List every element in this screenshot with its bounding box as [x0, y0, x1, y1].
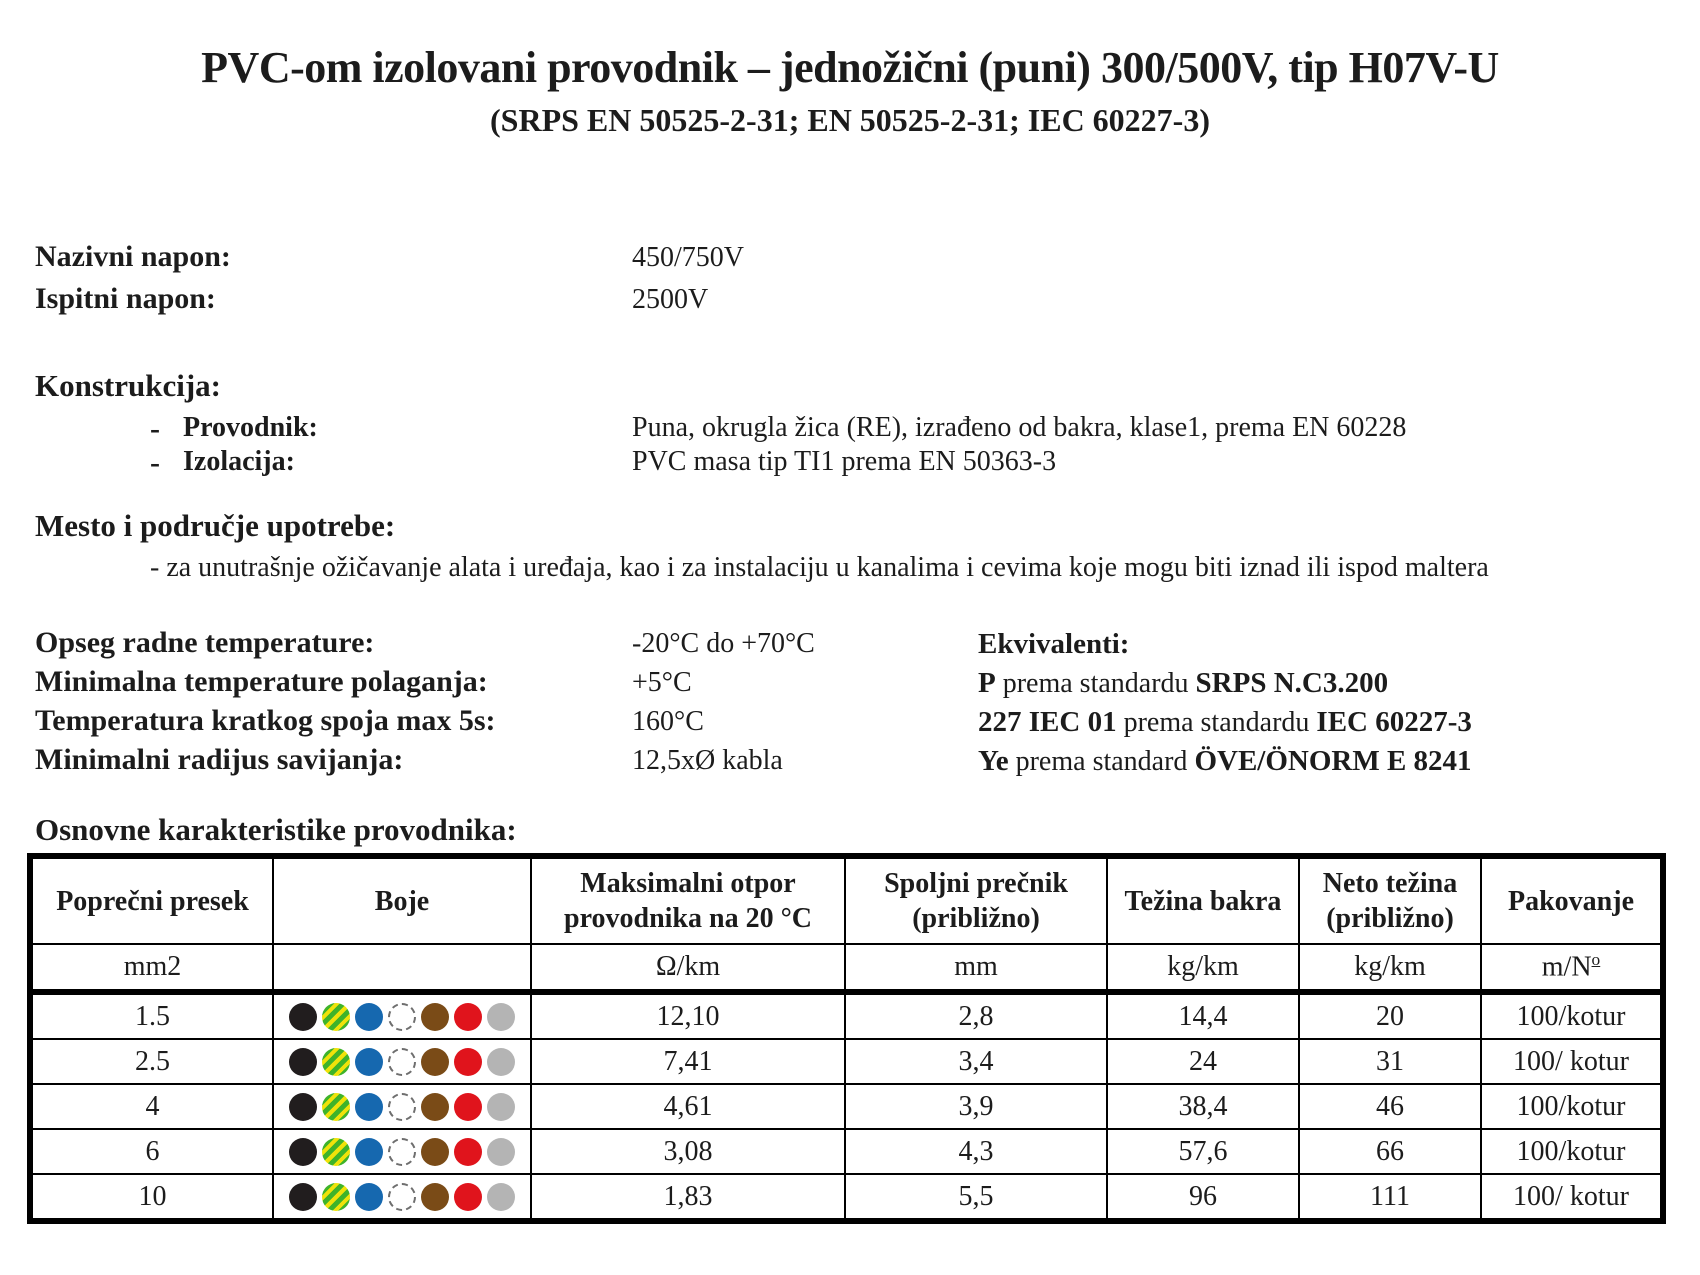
- unit-colors: [273, 944, 531, 992]
- blue-dot: [355, 1138, 383, 1166]
- grey-dot: [487, 1003, 515, 1031]
- red-dot: [454, 1003, 482, 1031]
- dash: -: [150, 412, 160, 445]
- black-dot: [289, 1003, 317, 1031]
- insulation-label: Izolacija:: [183, 446, 295, 477]
- cell-diameter: 3,9: [845, 1084, 1107, 1129]
- short-circuit-temp-value: 160°C: [632, 706, 704, 737]
- red-dot: [454, 1138, 482, 1166]
- brown-dot: [421, 1183, 449, 1211]
- cell-diameter: 5,5: [845, 1174, 1107, 1221]
- test-voltage-row: [0, 282, 1700, 322]
- unit-net-weight: kg/km: [1299, 944, 1481, 992]
- grey-dot: [487, 1048, 515, 1076]
- unit-packaging: $m/N^o$: [1481, 944, 1663, 992]
- cell-copper-weight: 24: [1107, 1039, 1299, 1084]
- equivalent-item-2: 227 IEC 01 prema standardu IEC 60227-3: [978, 706, 1472, 738]
- table-heading: Osnovne karakteristike provodnika:: [35, 812, 517, 847]
- col-copper-weight: Težina bakra: [1107, 856, 1299, 944]
- cell-net-weight: 46: [1299, 1084, 1481, 1129]
- white-dot: [388, 1093, 416, 1121]
- nominal-voltage-value: 450/750V: [632, 242, 744, 273]
- wire-color-dots: [280, 1048, 524, 1076]
- cell-net-weight: 66: [1299, 1129, 1481, 1174]
- cell-copper-weight: 96: [1107, 1174, 1299, 1221]
- min-laying-temp-value: +5°C: [632, 667, 692, 698]
- table-row: [30, 1084, 1663, 1129]
- white-dot: [388, 1183, 416, 1211]
- equivalents-heading: Ekvivalenti:: [978, 628, 1130, 660]
- cell-cross-section: 4: [30, 1084, 273, 1129]
- cell-copper-weight: 57,6: [1107, 1129, 1299, 1174]
- cell-resistance: 3,08: [531, 1129, 845, 1174]
- cell-colors: [273, 1174, 531, 1221]
- cell-colors: [273, 992, 531, 1039]
- cell-resistance: 12,10: [531, 992, 845, 1039]
- short-circuit-temp-label: Temperatura kratkog spoja max 5s:: [35, 704, 496, 737]
- green-yellow-dot: [322, 1138, 350, 1166]
- cell-diameter: 2,8: [845, 992, 1107, 1039]
- col-packaging: Pakovanje: [1481, 856, 1663, 944]
- green-yellow-dot: [322, 1048, 350, 1076]
- operating-temp-value: -20°C do +70°C: [632, 628, 815, 659]
- brown-dot: [421, 1048, 449, 1076]
- test-voltage-label: Ispitni napon:: [35, 282, 216, 315]
- red-dot: [454, 1093, 482, 1121]
- cell-net-weight: 20: [1299, 992, 1481, 1039]
- white-dot: [388, 1138, 416, 1166]
- green-yellow-dot: [322, 1093, 350, 1121]
- black-dot: [289, 1183, 317, 1211]
- cell-cross-section: 10: [30, 1174, 273, 1221]
- white-dot: [388, 1048, 416, 1076]
- cell-copper-weight: 14,4: [1107, 992, 1299, 1039]
- wire-color-dots: [280, 1138, 524, 1166]
- min-laying-temp-label: Minimalna temperature polaganja:: [35, 665, 488, 698]
- table-row: [30, 1129, 1663, 1174]
- red-dot: [454, 1183, 482, 1211]
- wire-color-dots: [280, 1183, 524, 1211]
- conductor-label: Provodnik:: [183, 412, 318, 443]
- equivalent-item-1: P prema standardu SRPS N.C3.200: [978, 667, 1389, 699]
- dash: -: [150, 446, 160, 479]
- brown-dot: [421, 1003, 449, 1031]
- cell-net-weight: 31: [1299, 1039, 1481, 1084]
- blue-dot: [355, 1048, 383, 1076]
- test-voltage-value: 2500V: [632, 284, 709, 315]
- conductor-value: Puna, okrugla žica (RE), izrađeno od bakra, klase1, prema EN 60228: [632, 412, 1407, 443]
- usage-text: - za unutrašnje ožičavanje alata i uređaja, kao i za instalaciju u kanalima i cevima koje mogu biti iznad ili ispod maltera: [150, 552, 1489, 583]
- cell-diameter: 3,4: [845, 1039, 1107, 1084]
- construction-heading: Konstrukcija:: [35, 368, 221, 403]
- black-dot: [289, 1138, 317, 1166]
- table-row: [30, 1039, 1663, 1084]
- unit-resistance: Ω/km: [531, 944, 845, 992]
- table-header-row: [30, 856, 1663, 944]
- brown-dot: [421, 1093, 449, 1121]
- cell-resistance: 1,83: [531, 1174, 845, 1221]
- table-row: [30, 1174, 1663, 1221]
- col-cross-section: Poprečni presek: [30, 856, 273, 944]
- cell-cross-section: 2.5: [30, 1039, 273, 1084]
- characteristics-table: [27, 853, 1666, 1224]
- cell-resistance: 4,61: [531, 1084, 845, 1129]
- black-dot: [289, 1093, 317, 1121]
- cell-colors: [273, 1039, 531, 1084]
- col-max-resistance: Maksimalni otpor provodnika na 20 °C: [531, 856, 845, 944]
- usage-text-row: [0, 552, 1700, 592]
- col-outer-diameter: Spoljni prečnik (približno): [845, 856, 1107, 944]
- operating-temp-label: Opseg radne temperature:: [35, 626, 375, 659]
- cell-packaging: 100/ kotur: [1481, 1039, 1663, 1084]
- col-net-weight: Neto težina (približno): [1299, 856, 1481, 944]
- unit-cross-section: mm2: [30, 944, 273, 992]
- wire-color-dots: [280, 1093, 524, 1121]
- min-bend-radius-label: Minimalni radijus savijanja:: [35, 743, 404, 776]
- wire-color-dots: [280, 1003, 524, 1031]
- grey-dot: [487, 1093, 515, 1121]
- construction-insulation-row: [0, 446, 1700, 486]
- cell-packaging: 100/kotur: [1481, 1129, 1663, 1174]
- table-units-row: [30, 944, 1663, 992]
- blue-dot: [355, 1003, 383, 1031]
- white-dot: [388, 1003, 416, 1031]
- cell-net-weight: 111: [1299, 1174, 1481, 1221]
- cell-packaging: 100/ kotur: [1481, 1174, 1663, 1221]
- grey-dot: [487, 1183, 515, 1211]
- cell-packaging: 100/kotur: [1481, 992, 1663, 1039]
- blue-dot: [355, 1183, 383, 1211]
- property-row-2: [0, 665, 1700, 705]
- construction-heading-row: [0, 368, 1700, 408]
- red-dot: [454, 1048, 482, 1076]
- usage-heading-row: [0, 508, 1700, 548]
- min-bend-radius-value: 12,5xØ kabla: [632, 745, 783, 776]
- property-row-3: [0, 704, 1700, 744]
- cell-cross-section: 6: [30, 1129, 273, 1174]
- property-row-4: [0, 743, 1700, 783]
- col-colors: Boje: [273, 856, 531, 944]
- black-dot: [289, 1048, 317, 1076]
- green-yellow-dot: [322, 1183, 350, 1211]
- property-row-1: [0, 626, 1700, 666]
- usage-heading: Mesto i područje upotrebe:: [35, 508, 396, 543]
- cell-cross-section: 1.5: [30, 992, 273, 1039]
- cell-resistance: 7,41: [531, 1039, 845, 1084]
- cell-copper-weight: 38,4: [1107, 1084, 1299, 1129]
- blue-dot: [355, 1093, 383, 1121]
- insulation-value: PVC masa tip TI1 prema EN 50363-3: [632, 446, 1057, 477]
- nominal-voltage-row: [0, 240, 1700, 280]
- cell-packaging: 100/kotur: [1481, 1084, 1663, 1129]
- equivalent-item-3: Ye prema standard ÖVE/ÖNORM E 8241: [978, 745, 1472, 777]
- nominal-voltage-label: Nazivni napon:: [35, 240, 231, 273]
- grey-dot: [487, 1138, 515, 1166]
- cell-diameter: 4,3: [845, 1129, 1107, 1174]
- unit-diameter: mm: [845, 944, 1107, 992]
- unit-copper-weight: kg/km: [1107, 944, 1299, 992]
- cell-colors: [273, 1084, 531, 1129]
- table-row: [30, 992, 1663, 1039]
- page-title: PVC-om izolovani provodnik – jednožični (puni) 300/500V, tip H07V-U: [201, 43, 1499, 92]
- page-subtitle: (SRPS EN 50525-2-31; EN 50525-2-31; IEC 60227-3): [490, 102, 1210, 138]
- brown-dot: [421, 1138, 449, 1166]
- green-yellow-dot: [322, 1003, 350, 1031]
- cell-colors: [273, 1129, 531, 1174]
